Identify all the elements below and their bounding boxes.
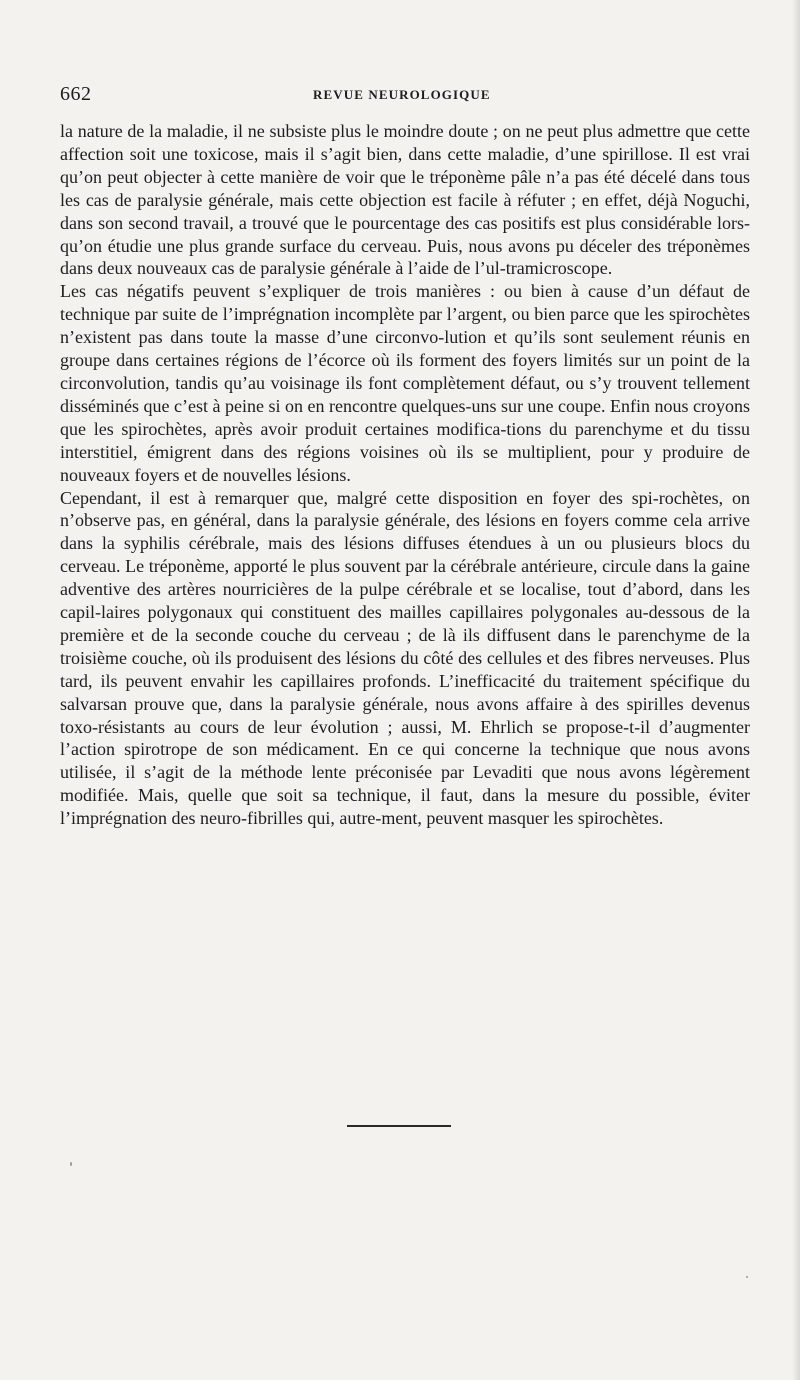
running-head <box>60 83 750 107</box>
scan-speck <box>746 1276 748 1278</box>
end-rule <box>347 1125 451 1127</box>
scan-speck <box>70 1162 72 1166</box>
article-body <box>60 120 750 830</box>
paragraph-1: la nature de la maladie, il ne subsiste plus le moindre doute ; on ne peut plus admettre que cette affection soit une toxicose, mais il s’agit bien, dans cette maladie, d’une spirillose. Il est vrai qu’on peut objecter à cette manière de voir que le tréponème pâle n’a pas été décelé dans tous les cas de paralysie générale, mais cette objection est facile à réfuter ; en effet, déjà Noguchi, dans son second travail, a trouvé que le pourcentage des cas positifs est plus considérable lors-qu’on étudie une plus grande surface du cerveau. Puis, nous avons pu déceler des tréponèmes dans deux nouveaux cas de paralysie générale à l’aide de l’ul-tramicroscope. <box>60 121 750 279</box>
page-number: 662 <box>60 83 92 105</box>
paragraph-2: Les cas négatifs peuvent s’expliquer de trois manières : ou bien à cause d’un défaut de technique par suite de l’imprégnation incomplète par l’argent, ou bien parce que les spirochètes n’existent pas dans toute la masse d’une circonvo-lution et qu’ils sont seulement réunis en groupe dans certaines régions de l’écorce où ils forment des foyers limités sur un point de la circonvolution, tandis qu’au voisinage ils font complètement défaut, ou s’y trouvent tellement disséminés que c’est à peine si on en rencontre quelques-uns sur une coupe. Enfin nous croyons que les spirochètes, après avoir produit certaines modifica-tions du parenchyme et du tissu interstitiel, émigrent dans des régions voisines où ils se multiplient, pour y produire de nouveaux foyers et de nouvelles lésions. <box>60 281 750 485</box>
paragraph-3: Cependant, il est à remarquer que, malgré cette disposition en foyer des spi-rochètes, on n’observe pas, en général, dans la paralysie générale, des lésions en foyers comme cela arrive dans la syphilis cérébrale, mais des lésions diffuses étendues à un ou plusieurs blocs du cerveau. Le tréponème, apporté le plus souvent par la cérébrale antérieure, circule dans la gaine adventive des artères nourricières de la pulpe cérébrale et se localise, tout d’abord, dans les capil-laires polygonaux qui constituent des mailles capillaires polygonales au-dessous de la première et de la seconde couche du cerveau ; de là ils diffusent dans le parenchyme de la troisième couche, où ils produisent des lésions du côté des cellules et des fibres nerveuses. Plus tard, ils peuvent envahir les capillaires profonds. L’inefficacité du traitement spécifique du salvarsan prouve que, dans la paralysie générale, nous avons affaire à des spirilles devenus toxo-résistants au cours de leur évolution ; aussi, M. Ehrlich se propose-t-il d’augmenter l’action spirotrope de son médicament. En ce qui concerne la technique que nous avons utilisée, il s’agit de la méthode lente préconisée par Levaditi que nous avons légèrement modifiée. Mais, quelle que soit sa technique, il faut, dans la mesure du possible, éviter l’imprégnation des neuro-fibrilles qui, autre-ment, peuvent masquer les spirochètes. <box>60 487 750 829</box>
page-edge-shadow <box>792 0 800 1380</box>
journal-title: REVUE NEUROLOGIQUE <box>313 87 491 102</box>
